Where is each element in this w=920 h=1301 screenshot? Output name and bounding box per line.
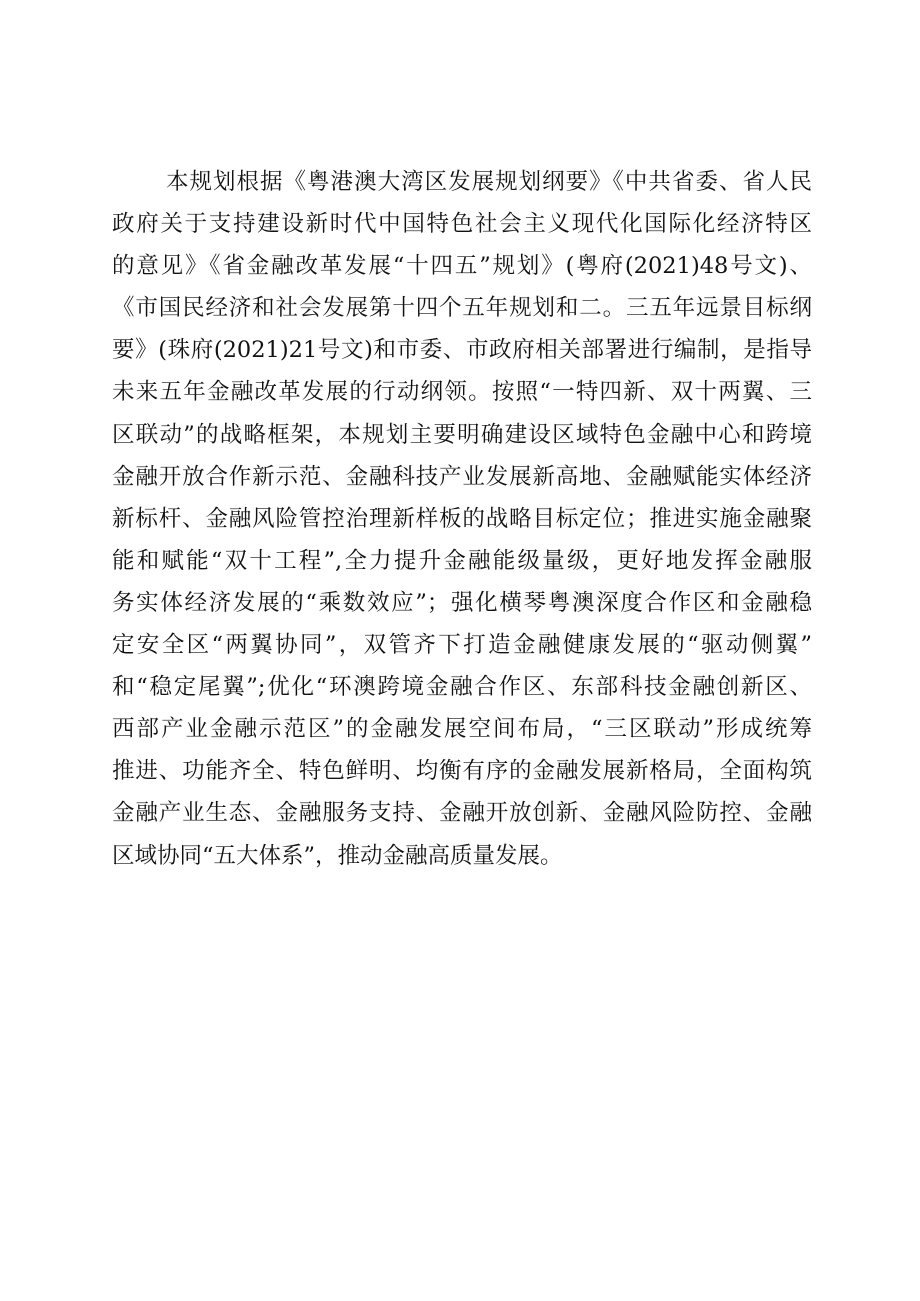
paragraph-line-1: 本规划根据《粤港澳大湾区发展规划纲要》《中共省委、省人民 [166, 169, 812, 195]
paragraph-line-3: 的意见》《省金融改革发展“十四五”规划》(粤府(2021)48号文)、 [112, 253, 812, 280]
paragraph-line-16: 金融产业生态、金融服务支持、金融开放创新、金融风险防控、金融 [112, 800, 812, 827]
paragraph-line-4: 《市国民经济和社会发展第十四个五年规划和二。三五年远景目标纲 [112, 295, 812, 322]
paragraph-line-8: 金融开放合作新示范、金融科技产业发展新高地、金融赋能实体经济 [112, 463, 812, 490]
paragraph-line-10: 能和赋能“双十工程”,全力提升金融能级量级，更好地发挥金融服 [112, 547, 812, 574]
paragraph-line-9: 新标杆、金融风险管控治理新样板的战略目标定位；推进实施金融聚 [112, 505, 812, 532]
paragraph-line-13: 和“稳定尾翼”;优化“环澳跨境金融合作区、东部科技金融创新区、 [112, 674, 812, 701]
paragraph-line-5: 要》(珠府(2021)21号文)和市委、市政府相关部署进行编制，是指导 [112, 337, 812, 364]
paragraph-line-15: 推进、功能齐全、特色鲜明、均衡有序的金融发展新格局，全面构筑 [112, 758, 812, 785]
body-paragraph [112, 161, 812, 877]
paragraph-line-7: 区联动”的战略框架，本规划主要明确建设区域特色金融中心和跨境 [112, 421, 812, 448]
paragraph-line-2: 政府关于支持建设新时代中国特色社会主义现代化国际化经济特区 [112, 211, 812, 238]
paragraph-line-11: 务实体经济发展的“乘数效应”；强化横琴粤澳深度合作区和金融稳 [112, 589, 812, 616]
paragraph-line-14: 西部产业金融示范区”的金融发展空间布局，“三区联动”形成统筹 [112, 716, 812, 743]
paragraph-line-6: 未来五年金融改革发展的行动纲领。按照“一特四新、双十两翼、三 [112, 379, 812, 406]
paragraph-line-12: 定安全区“两翼协同”，双管齐下打造金融健康发展的“驱动侧翼” [112, 632, 812, 659]
paragraph-line-17: 区域协同“五大体系”，推动金融高质量发展。 [112, 842, 563, 869]
